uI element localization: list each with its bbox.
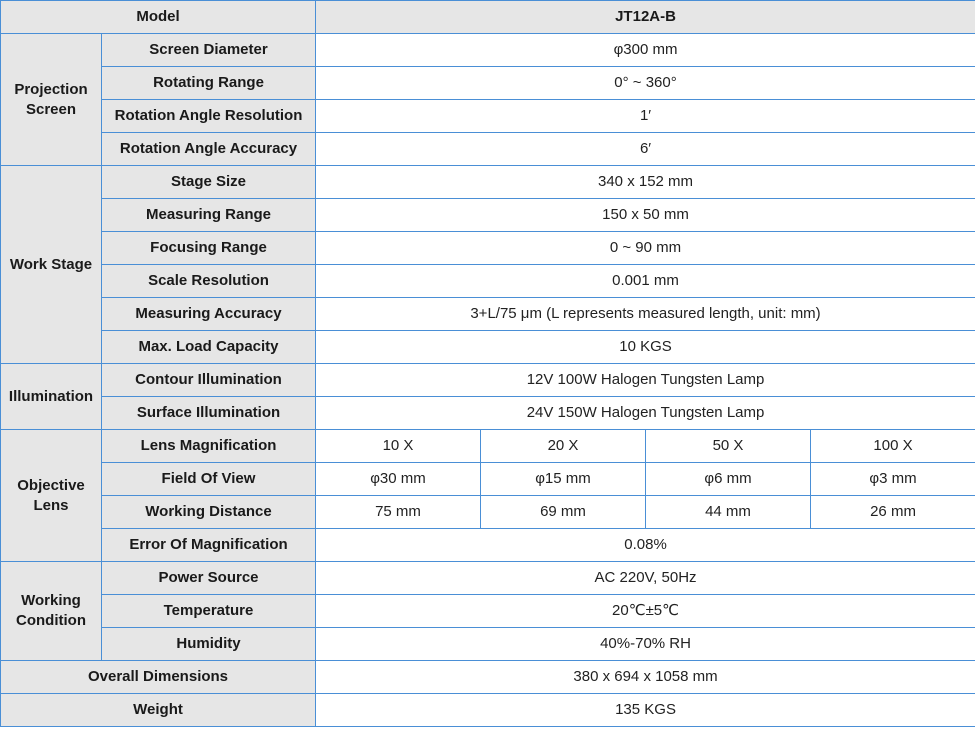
spec-value: 380 x 694 x 1058 mm — [316, 661, 975, 694]
spec-value: 3+L/75 μm (L represents measured length, unit: mm) — [316, 298, 975, 331]
spec-label: Rotating Range — [102, 67, 316, 100]
spec-label: Field Of View — [102, 463, 316, 496]
group-label-illumination: Illumination — [8, 387, 94, 405]
group-label-work-stage: Work Stage — [9, 255, 93, 273]
spec-value: 340 x 152 mm — [316, 166, 975, 199]
spec-value: φ15 mm — [481, 463, 646, 496]
spec-label: Humidity — [102, 628, 316, 661]
spec-label: Weight — [1, 694, 316, 727]
spec-value: 24V 150W Halogen Tungsten Lamp — [316, 397, 975, 430]
spec-label: Rotation Angle Resolution — [102, 100, 316, 133]
group-label-objective-lens: Objective Lens — [17, 476, 85, 514]
spec-value: 69 mm — [481, 496, 646, 529]
row-overall-dimensions — [1, 661, 975, 694]
group-working-condition — [1, 562, 102, 661]
model-label: Model — [1, 1, 316, 34]
spec-label: Measuring Range — [102, 199, 316, 232]
spec-label: Contour Illumination — [102, 364, 316, 397]
spec-value: 0° ~ 360° — [316, 67, 975, 100]
spec-value: φ30 mm — [316, 463, 481, 496]
spec-value: 44 mm — [646, 496, 811, 529]
spec-value: φ300 mm — [316, 34, 975, 67]
spec-label: Stage Size — [102, 166, 316, 199]
group-objective-lens — [1, 430, 102, 562]
row-lens-magnification — [1, 430, 975, 463]
spec-value: 20℃±5℃ — [316, 595, 975, 628]
spec-label: Overall Dimensions — [1, 661, 316, 694]
row-scale-resolution — [1, 265, 975, 298]
row-field-of-view — [1, 463, 975, 496]
model-value: JT12A-B — [316, 1, 975, 34]
row-rotating-range — [1, 67, 975, 100]
row-surface-illumination — [1, 397, 975, 430]
spec-value: 40%-70% RH — [316, 628, 975, 661]
group-projection-screen — [1, 34, 102, 166]
spec-label: Error Of Magnification — [102, 529, 316, 562]
row-max-load-capacity — [1, 331, 975, 364]
row-rotation-angle-resolution — [1, 100, 975, 133]
row-working-distance — [1, 496, 975, 529]
row-contour-illumination — [1, 364, 975, 397]
spec-value: 50 X — [646, 430, 811, 463]
spec-value: 26 mm — [811, 496, 975, 529]
spec-value: 12V 100W Halogen Tungsten Lamp — [316, 364, 975, 397]
group-illumination — [1, 364, 102, 430]
spec-value: 10 KGS — [316, 331, 975, 364]
spec-label: Temperature — [102, 595, 316, 628]
row-measuring-range — [1, 199, 975, 232]
spec-value: 20 X — [481, 430, 646, 463]
group-label-projection-screen: Projection Screen — [14, 80, 88, 118]
row-screen-diameter — [1, 34, 975, 67]
spec-label: Surface Illumination — [102, 397, 316, 430]
row-power-source — [1, 562, 975, 595]
spec-value: AC 220V, 50Hz — [316, 562, 975, 595]
row-humidity — [1, 628, 975, 661]
spec-value: 75 mm — [316, 496, 481, 529]
row-error-of-magnification — [1, 529, 975, 562]
row-temperature — [1, 595, 975, 628]
spec-label: Screen Diameter — [102, 34, 316, 67]
spec-value: φ6 mm — [646, 463, 811, 496]
group-work-stage — [1, 166, 102, 364]
spec-value: 10 X — [316, 430, 481, 463]
spec-value: 0.001 mm — [316, 265, 975, 298]
spec-label: Rotation Angle Accuracy — [102, 133, 316, 166]
spec-value: 135 KGS — [316, 694, 975, 727]
spec-label: Max. Load Capacity — [102, 331, 316, 364]
spec-value: 150 x 50 mm — [316, 199, 975, 232]
spec-label: Working Distance — [102, 496, 316, 529]
spec-label: Lens Magnification — [102, 430, 316, 463]
spec-label: Power Source — [102, 562, 316, 595]
spec-value: φ3 mm — [811, 463, 975, 496]
row-model — [1, 1, 975, 34]
spec-label: Scale Resolution — [102, 265, 316, 298]
spec-label: Focusing Range — [102, 232, 316, 265]
spec-label: Measuring Accuracy — [102, 298, 316, 331]
row-stage-size — [1, 166, 975, 199]
row-rotation-angle-accuracy — [1, 133, 975, 166]
spec-value: 6′ — [316, 133, 975, 166]
row-weight — [1, 694, 975, 727]
group-label-working-condition: Working Condition — [16, 592, 86, 629]
row-measuring-accuracy — [1, 298, 975, 331]
spec-value: 0 ~ 90 mm — [316, 232, 975, 265]
spec-value: 1′ — [316, 100, 975, 133]
row-focusing-range — [1, 232, 975, 265]
spec-value: 100 X — [811, 430, 975, 463]
spec-value: 0.08% — [316, 529, 975, 562]
